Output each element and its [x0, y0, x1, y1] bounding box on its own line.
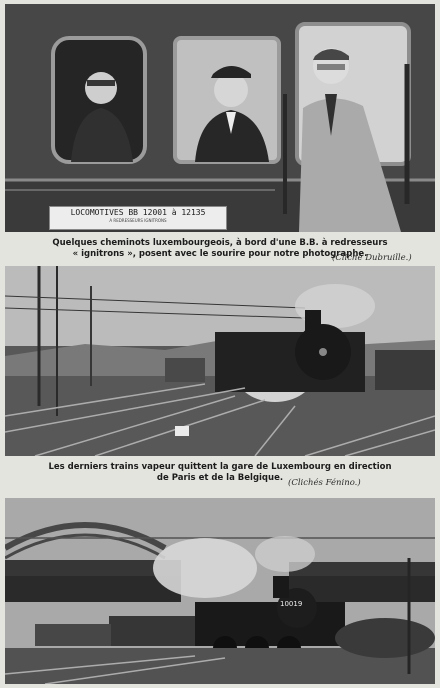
plate-subtext: A REDRESSEURS IGNITRONS: [109, 218, 167, 223]
photo-locomotive-crew: [5, 4, 435, 232]
photo-steam-engine-bridge: [5, 498, 435, 684]
caption-1-line-2: « ignitrons », posent avec le sourire pour notre photographe.: [72, 249, 368, 259]
engine-number: 10019: [280, 600, 303, 608]
credit-photo-1: (Cliché Dubruille.): [332, 253, 412, 263]
plate-text: LOCOMOTIVES BB 12001 à 12135: [70, 208, 206, 217]
caption-2-line-2: de Paris et de la Belgique.: [156, 473, 284, 483]
caption-2-line-1: Les derniers trains vapeur quittent la gare de Luxembourg en direction: [48, 462, 392, 472]
caption-1-line-1: Quelques cheminots luxembourgeois, à bord d'une B.B. à redresseurs: [52, 238, 388, 248]
photo-station-steam-train: [5, 266, 435, 456]
credit-photo-2: (Clichés Fénino.): [288, 478, 361, 488]
caption-photo-2: [10, 462, 430, 484]
locomotive-plate: [49, 206, 227, 230]
